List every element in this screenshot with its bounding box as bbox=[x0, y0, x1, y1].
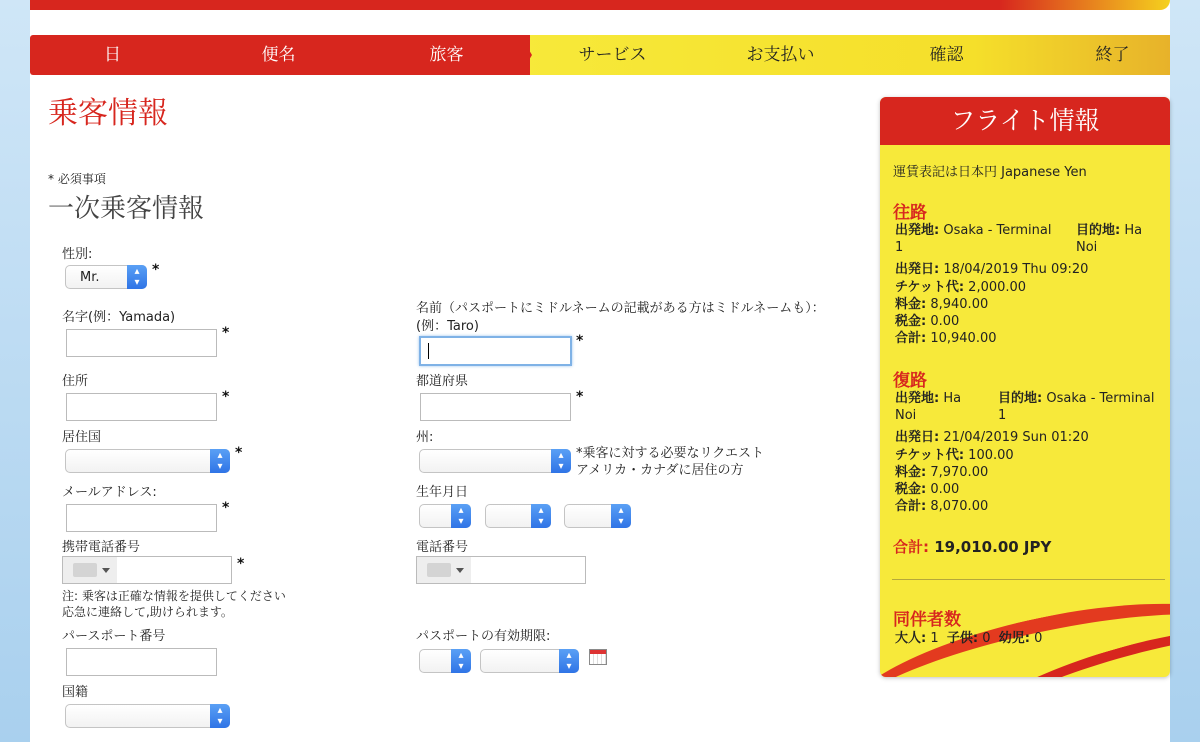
address-input[interactable] bbox=[66, 393, 217, 421]
currency-note: 運賃表記は日本円 Japanese Yen bbox=[893, 165, 1087, 180]
destination-label: 目的地: bbox=[998, 391, 1043, 406]
country-select[interactable] bbox=[65, 449, 230, 473]
flight-info-panel bbox=[880, 97, 1170, 677]
tax-label: 税金: bbox=[895, 482, 927, 497]
fare-label: 料金: bbox=[895, 465, 927, 480]
tax-value: 0.00 bbox=[930, 314, 960, 329]
text-caret bbox=[428, 343, 429, 359]
step-flight[interactable]: 便名 bbox=[261, 45, 296, 65]
select-arrows-icon: ▴ ▾ bbox=[531, 504, 551, 528]
tax-label: 税金: bbox=[895, 314, 927, 329]
email-label: メールアドレス: bbox=[62, 485, 157, 500]
origin-value: Ha bbox=[943, 391, 962, 406]
step-finish: 終了 bbox=[1095, 45, 1130, 65]
destination-label: 目的地: bbox=[1076, 223, 1121, 238]
departure-date-label: 出発日: bbox=[895, 262, 940, 277]
given-name-label: 名前（パスポートにミドルネームの記載がある方はミドルネームも）： bbox=[416, 301, 825, 316]
address-label: 住所 bbox=[62, 374, 89, 389]
origin-value-2: Noi bbox=[895, 408, 917, 423]
mobile-note-2: 応急に連絡して,助けられます。 bbox=[62, 605, 233, 619]
country-code-dropdown[interactable] bbox=[417, 557, 471, 583]
origin-value-2: 1 bbox=[895, 240, 904, 255]
fare-label: 料金: bbox=[895, 297, 927, 312]
adult-value: 1 bbox=[930, 631, 939, 646]
return-heading: 復路 bbox=[893, 371, 927, 391]
ticket-label: チケット代: bbox=[895, 280, 965, 295]
origin-label: 出発地: bbox=[895, 223, 940, 238]
ticket-label: チケット代: bbox=[895, 448, 965, 463]
gender-value: Mr. bbox=[80, 270, 100, 285]
flag-icon bbox=[73, 563, 97, 577]
dob-month-select[interactable] bbox=[485, 504, 551, 528]
fare-value: 7,970.00 bbox=[930, 465, 989, 480]
departure-date-value: 21/04/2019 Sun 01:20 bbox=[943, 430, 1089, 445]
dob-label: 生年月日 bbox=[416, 485, 469, 500]
required-star: * bbox=[235, 445, 243, 461]
surname-label: 名字(例：Yamada) bbox=[62, 310, 176, 325]
given-name-input[interactable] bbox=[419, 336, 572, 366]
steps-arrow bbox=[520, 35, 532, 75]
mobile-note: 注: 乗客は正確な情報を提供してください bbox=[62, 589, 286, 603]
progress-steps bbox=[30, 35, 1170, 75]
destination-value-2: 1 bbox=[998, 408, 1007, 423]
step-passenger: 旅客 bbox=[429, 45, 464, 65]
required-star: * bbox=[222, 325, 230, 341]
mobile-label: 携帯電話番号 bbox=[62, 540, 141, 555]
required-star: * bbox=[222, 500, 230, 516]
required-star: * bbox=[222, 389, 230, 405]
departure-date-value: 18/04/2019 Thu 09:20 bbox=[943, 262, 1089, 277]
passport-expiry-label: パスポートの有効期限: bbox=[416, 629, 551, 644]
passport-label: パースポート番号 bbox=[62, 629, 166, 644]
adult-label: 大人: bbox=[895, 631, 927, 646]
passport-expiry-month-select[interactable] bbox=[419, 649, 471, 673]
select-arrows-icon: ▴ ▾ bbox=[127, 265, 147, 289]
nationality-select[interactable] bbox=[65, 704, 230, 728]
step-date[interactable]: 日 bbox=[104, 45, 121, 65]
calendar-icon[interactable] bbox=[589, 649, 607, 665]
outbound-heading: 往路 bbox=[893, 203, 927, 223]
destination-value: Ha bbox=[1124, 223, 1143, 238]
step-services: サービス bbox=[578, 45, 647, 65]
prefecture-input[interactable] bbox=[420, 393, 571, 421]
required-star: * bbox=[237, 556, 245, 572]
origin-value: Osaka - Terminal bbox=[943, 223, 1052, 238]
total-value: 10,940.00 bbox=[930, 331, 997, 346]
select-arrows-icon: ▴ ▾ bbox=[451, 649, 471, 673]
select-arrows-icon: ▴ ▾ bbox=[551, 449, 571, 473]
state-note: *乗客に対する必要なリクエスト bbox=[576, 446, 764, 461]
flag-icon bbox=[427, 563, 451, 577]
dob-day-select[interactable] bbox=[419, 504, 471, 528]
select-arrows-icon: ▴ ▾ bbox=[210, 704, 230, 728]
state-note-2: アメリカ・カナダに居住の方 bbox=[576, 463, 744, 478]
total-label: 合計: bbox=[895, 331, 927, 346]
companions-heading: 同伴者数 bbox=[893, 610, 961, 630]
passport-expiry-year-select[interactable] bbox=[480, 649, 579, 673]
country-label: 居住国 bbox=[62, 430, 102, 445]
child-label: 子供: bbox=[946, 631, 979, 646]
ticket-value: 2,000.00 bbox=[968, 280, 1027, 295]
infant-label: 幼児: bbox=[998, 631, 1030, 646]
fare-value: 8,940.00 bbox=[930, 297, 989, 312]
total-value: 8,070.00 bbox=[930, 499, 989, 514]
mobile-input[interactable] bbox=[62, 556, 232, 584]
step-payment: お支払い bbox=[746, 45, 815, 65]
caret-down-icon bbox=[456, 568, 464, 573]
state-select[interactable] bbox=[419, 449, 571, 473]
required-note: * 必須事項 bbox=[48, 172, 106, 186]
email-input[interactable] bbox=[66, 504, 217, 532]
caret-down-icon bbox=[102, 568, 110, 573]
section-title: 一次乗客情報 bbox=[48, 194, 205, 224]
passport-input[interactable] bbox=[66, 648, 217, 676]
nationality-label: 国籍 bbox=[62, 685, 89, 700]
total-label: 合計: bbox=[895, 499, 927, 514]
grand-total-value: 19,010.00 JPY bbox=[934, 538, 1052, 556]
select-arrows-icon: ▴ ▾ bbox=[559, 649, 579, 673]
given-name-example: (例：Taro) bbox=[416, 319, 479, 334]
page-title: 乗客情報 bbox=[48, 96, 168, 131]
required-star: * bbox=[576, 333, 584, 349]
required-star: * bbox=[576, 389, 584, 405]
gender-label: 性別: bbox=[62, 247, 93, 262]
prefecture-label: 都道府県 bbox=[416, 374, 469, 389]
required-star: * bbox=[152, 262, 160, 278]
select-arrows-icon: ▴ ▾ bbox=[451, 504, 471, 528]
divider bbox=[892, 579, 1165, 580]
select-arrows-icon: ▴ ▾ bbox=[210, 449, 230, 473]
departure-date-label: 出発日: bbox=[895, 430, 940, 445]
ticket-value: 100.00 bbox=[968, 448, 1014, 463]
child-value: 0 bbox=[982, 631, 991, 646]
grand-total-label: 合計: bbox=[893, 538, 929, 556]
gender-select[interactable] bbox=[65, 265, 147, 289]
state-label: 州: bbox=[416, 430, 434, 445]
flight-info-title: フライト情報 bbox=[880, 97, 1170, 145]
phone-input[interactable] bbox=[416, 556, 586, 584]
infant-value: 0 bbox=[1034, 631, 1043, 646]
top-banner bbox=[30, 0, 1170, 10]
destination-value-2: Noi bbox=[1076, 240, 1098, 255]
tax-value: 0.00 bbox=[930, 482, 960, 497]
select-arrows-icon: ▴ ▾ bbox=[611, 504, 631, 528]
step-confirm: 確認 bbox=[929, 45, 964, 65]
surname-input[interactable] bbox=[66, 329, 217, 357]
phone-label: 電話番号 bbox=[416, 540, 469, 555]
country-code-dropdown[interactable] bbox=[63, 557, 117, 583]
dob-year-select[interactable] bbox=[564, 504, 631, 528]
destination-value: Osaka - Terminal bbox=[1046, 391, 1155, 406]
origin-label: 出発地: bbox=[895, 391, 940, 406]
